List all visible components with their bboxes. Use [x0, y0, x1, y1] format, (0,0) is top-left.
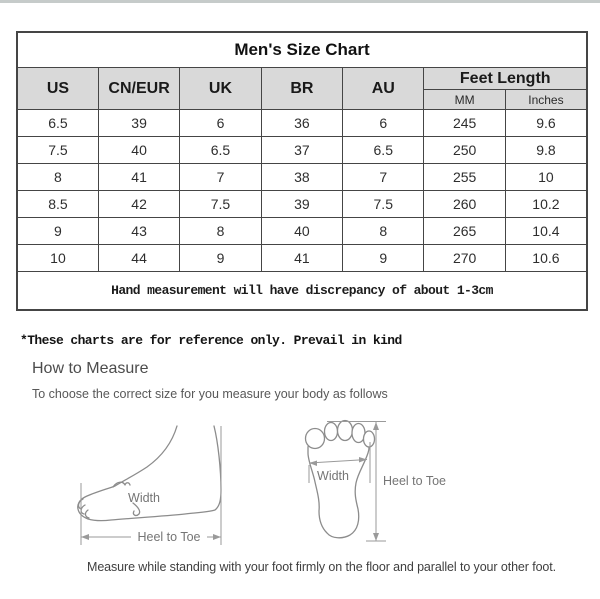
size-cell: 7.5 [180, 191, 261, 218]
size-cell: 265 [424, 218, 505, 245]
col-header-uk: UK [180, 68, 261, 110]
third-toe [338, 421, 353, 441]
size-cell: 10 [17, 245, 98, 272]
reference-note: *These charts are for reference only. Prevail in kind [20, 333, 402, 348]
size-cell: 10.4 [505, 218, 587, 245]
size-cell: 255 [424, 164, 505, 191]
second-toe [325, 423, 338, 441]
pinky-toe [364, 431, 375, 447]
col-header-br: BR [261, 68, 342, 110]
size-cell: 8 [343, 218, 424, 245]
size-cell: 9 [17, 218, 98, 245]
size-cell: 39 [261, 191, 342, 218]
side-heel-to-toe-label: Heel to Toe [137, 530, 201, 544]
size-row [17, 191, 587, 218]
size-cell: 9 [180, 245, 261, 272]
size-cell: 260 [424, 191, 505, 218]
size-table-body [17, 110, 587, 272]
measure-instruction: Measure while standing with your foot firmly on the floor and parallel to your other foot. [87, 560, 557, 574]
col-header-cneur: CN/EUR [98, 68, 179, 110]
size-row [17, 245, 587, 272]
table-footnote: Hand measurement will have discrepancy of about 1-3cm [17, 272, 587, 311]
mens-size-chart-table [16, 31, 588, 311]
size-cell: 9 [343, 245, 424, 272]
measure-boundary-lines [81, 426, 221, 545]
size-cell: 7.5 [343, 191, 424, 218]
size-cell: 39 [98, 110, 179, 137]
size-cell: 10 [505, 164, 587, 191]
size-cell: 8 [180, 218, 261, 245]
size-cell: 7 [180, 164, 261, 191]
size-cell: 6.5 [343, 137, 424, 164]
big-toe [306, 429, 325, 449]
size-row [17, 110, 587, 137]
size-cell: 42 [98, 191, 179, 218]
table-title-row [17, 32, 587, 68]
size-cell: 250 [424, 137, 505, 164]
sole-width-label: Width [317, 469, 349, 483]
size-row [17, 218, 587, 245]
size-cell: 40 [261, 218, 342, 245]
size-cell: 10.2 [505, 191, 587, 218]
table-header-row [17, 68, 587, 90]
size-cell: 41 [98, 164, 179, 191]
size-cell: 245 [424, 110, 505, 137]
size-cell: 6 [180, 110, 261, 137]
col-header-mm: MM [424, 90, 505, 110]
size-cell: 8.5 [17, 191, 98, 218]
size-cell: 44 [98, 245, 179, 272]
size-cell: 43 [98, 218, 179, 245]
size-cell: 6 [343, 110, 424, 137]
foot-side-view-diagram [75, 417, 230, 549]
size-cell: 10.6 [505, 245, 587, 272]
arrowhead-down [373, 533, 379, 541]
size-cell: 40 [98, 137, 179, 164]
col-header-au: AU [343, 68, 424, 110]
col-header-us: US [17, 68, 98, 110]
side-width-label: Width [128, 491, 160, 505]
arrowhead-right [213, 534, 221, 540]
arrowhead-left [81, 534, 89, 540]
foot-bottom-view-diagram [300, 417, 448, 547]
table-footnote-row [17, 272, 587, 311]
size-cell: 41 [261, 245, 342, 272]
size-cell: 6.5 [17, 110, 98, 137]
top-border-line [0, 0, 600, 3]
col-header-inches: Inches [505, 90, 587, 110]
size-cell: 37 [261, 137, 342, 164]
size-cell: 270 [424, 245, 505, 272]
size-cell: 38 [261, 164, 342, 191]
col-header-feet-length: Feet Length [424, 68, 587, 90]
size-cell: 9.8 [505, 137, 587, 164]
size-cell: 6.5 [180, 137, 261, 164]
size-cell: 36 [261, 110, 342, 137]
size-row [17, 137, 587, 164]
toe-curl-detail [79, 499, 89, 518]
size-cell: 7.5 [17, 137, 98, 164]
size-cell: 9.6 [505, 110, 587, 137]
foot-side-outline [78, 426, 221, 521]
size-cell: 8 [17, 164, 98, 191]
table-title: Men's Size Chart [17, 32, 587, 68]
arrowhead-up [373, 422, 379, 430]
size-cell: 7 [343, 164, 424, 191]
size-row [17, 164, 587, 191]
sole-heel-to-toe-label: Heel to Toe [383, 474, 447, 488]
how-to-measure-title: How to Measure [32, 360, 149, 377]
how-to-measure-subtitle: To choose the correct size for you measure your body as follows [32, 387, 388, 401]
